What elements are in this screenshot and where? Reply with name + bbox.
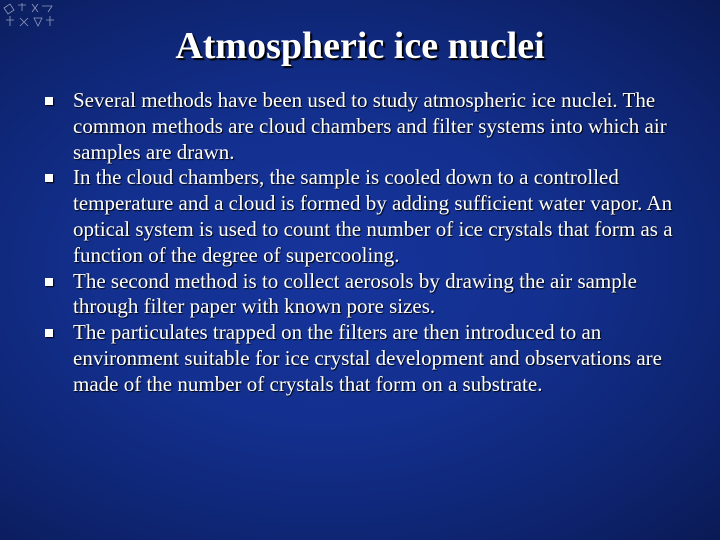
slide-title: Atmospheric ice nuclei	[175, 25, 545, 67]
bullet-item	[40, 269, 680, 321]
bullet-text: The particulates trapped on the filters are then introduced to an environment suitable for ice crystal development and observations are made of the number of crystals that form on a substrate.	[73, 320, 662, 396]
bullet-text: Several methods have been used to study atmospheric ice nuclei. The common methods are cloud chambers and filter systems into which air samples are drawn.	[73, 88, 667, 164]
square-bullet-icon	[45, 278, 53, 286]
square-bullet-icon	[45, 174, 53, 182]
bullet-text: The second method is to collect aerosols by drawing the air sample through filter paper with known pore sizes.	[73, 268, 637, 319]
bullet-item	[40, 165, 680, 268]
bullet-text: In the cloud chambers, the sample is cooled down to a controlled temperature and a cloud is formed by adding sufficient water vapor. An optical system is used to count the number of ice crystals that form as a function of the degree of supercooling.	[73, 165, 673, 267]
bullet-item	[40, 320, 680, 397]
bullet-item	[40, 88, 680, 165]
square-bullet-icon	[45, 97, 53, 105]
square-bullet-icon	[45, 329, 53, 337]
bullet-list	[40, 88, 680, 398]
